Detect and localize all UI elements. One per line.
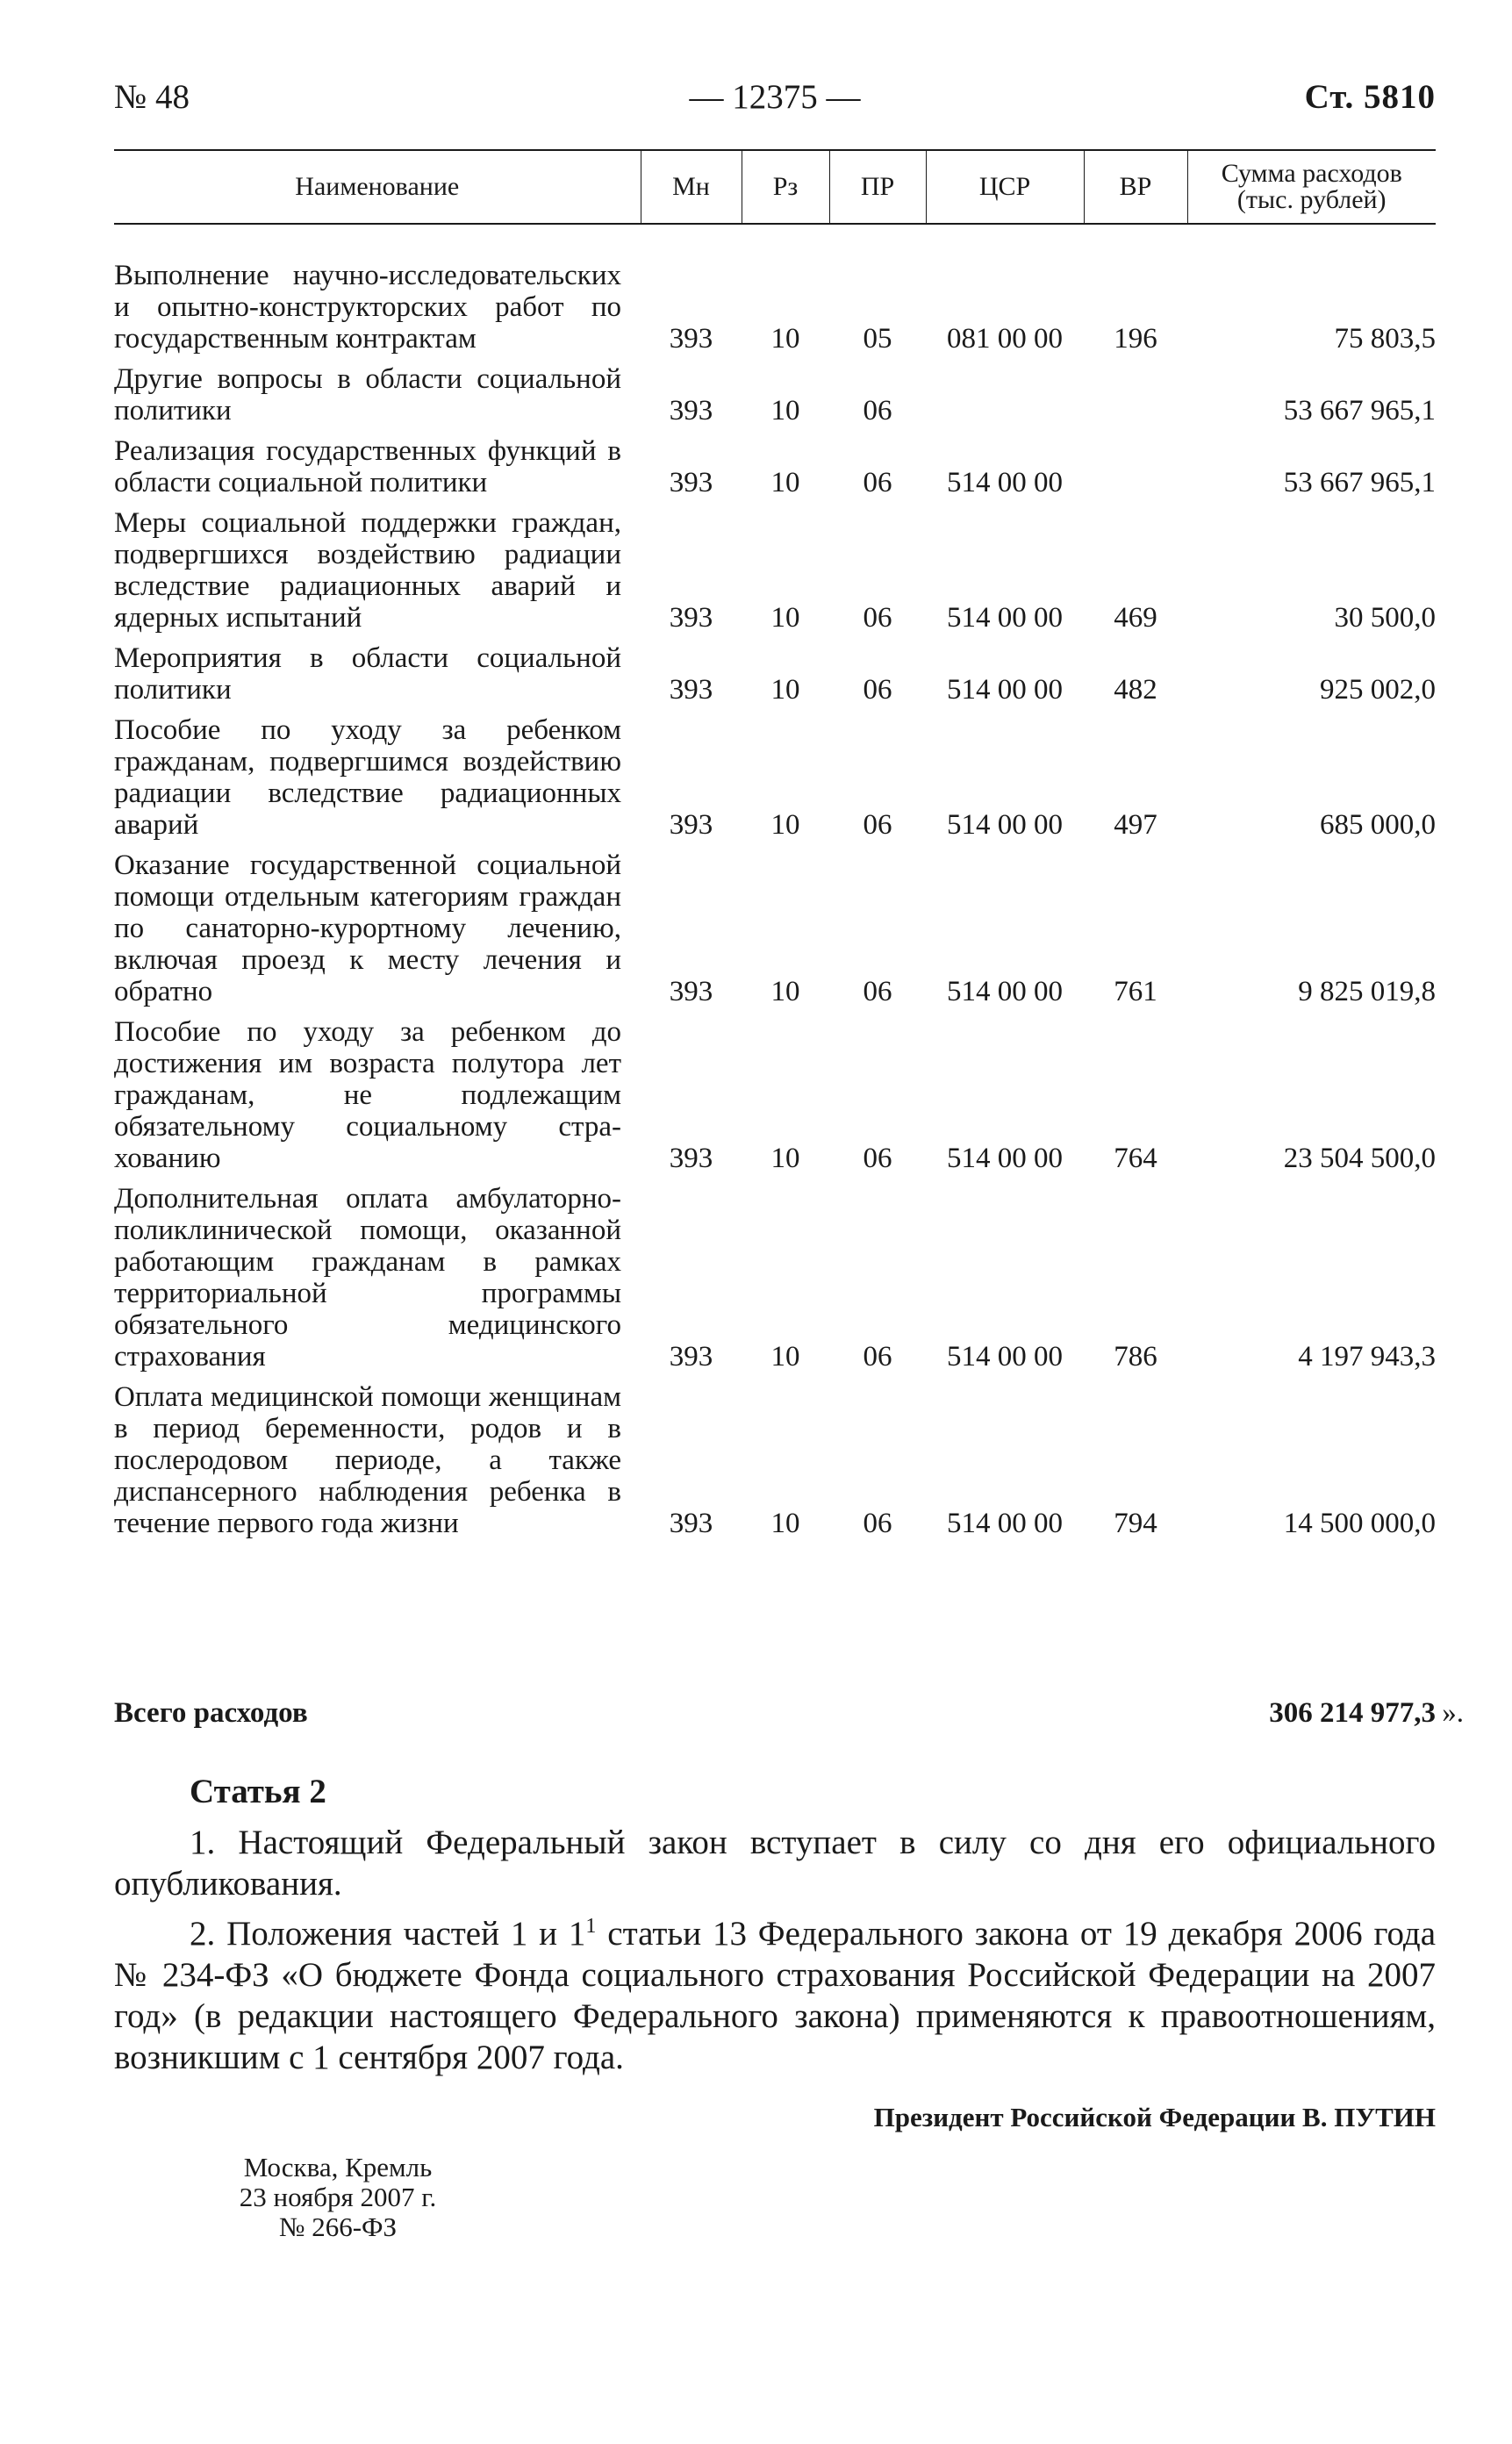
document-page bbox=[114, 0, 1464, 2444]
row-vr: 482 bbox=[1114, 674, 1157, 706]
row-sum: 23 504 500,0 bbox=[1283, 1143, 1436, 1174]
row-pr: 06 bbox=[863, 976, 892, 1007]
row-pr: 06 bbox=[863, 674, 892, 706]
article-2-title: Статья 2 bbox=[190, 1773, 326, 1810]
paragraph-2-rest: статьи 13 Федерального закона от 19 декабря 2006 года № 234-ФЗ «О бюджете Фонда социального страхования Российской Федерации на 2007 год» (в редакции настоящего Федерального закона) применяются к правоотношениям, возникшим с 1 сентября 2007 года. bbox=[114, 1915, 1436, 2076]
table-header-row bbox=[114, 150, 1436, 224]
row-csr: 514 00 00 bbox=[947, 467, 1063, 498]
row-rz: 10 bbox=[770, 674, 800, 706]
row-csr: 514 00 00 bbox=[947, 1508, 1063, 1539]
row-vr: 497 bbox=[1114, 809, 1157, 841]
total-row bbox=[114, 1694, 1483, 1732]
row-name: Пособие по уходу за ребенком гражданам, подвергшимся воздействию радиации вследствие радиационных аварий bbox=[114, 714, 621, 841]
table-row bbox=[114, 1007, 1436, 1174]
row-sum: 30 500,0 bbox=[1334, 602, 1436, 634]
row-vr: 469 bbox=[1114, 602, 1157, 634]
signing-place: Москва, Кремль bbox=[243, 2152, 433, 2182]
row-pr: 06 bbox=[863, 809, 892, 841]
column-header-rz: Рз bbox=[742, 150, 829, 224]
article-2-paragraph-2 bbox=[114, 1913, 1436, 2078]
row-csr: 514 00 00 bbox=[947, 1143, 1063, 1174]
column-header-pr: ПР bbox=[829, 150, 926, 224]
row-csr: 081 00 00 bbox=[947, 323, 1063, 355]
row-vr: 794 bbox=[1114, 1508, 1157, 1539]
table-row bbox=[114, 706, 1436, 841]
row-name: Выполнение научно-исследовательских и опытно-конструкторских работ по государственным контрактам bbox=[114, 260, 621, 355]
row-pr: 06 bbox=[863, 395, 892, 426]
signing-date: 23 ноября 2007 г. bbox=[239, 2182, 437, 2212]
row-sum: 685 000,0 bbox=[1320, 809, 1436, 841]
row-rz: 10 bbox=[770, 602, 800, 634]
row-mn: 393 bbox=[669, 674, 713, 706]
table-row bbox=[114, 1174, 1436, 1373]
row-rz: 10 bbox=[770, 1143, 800, 1174]
row-pr: 06 bbox=[863, 602, 892, 634]
row-pr: 06 bbox=[863, 467, 892, 498]
row-name: Пособие по уходу за ребенком до достижения им возраста полутора лет гражданам, не подлежащим обязательному социальному страхованию bbox=[114, 1016, 621, 1174]
row-mn: 393 bbox=[669, 1143, 713, 1174]
row-sum: 53 667 965,1 bbox=[1283, 395, 1436, 426]
table-row bbox=[114, 841, 1436, 1007]
row-csr: 514 00 00 bbox=[947, 1341, 1063, 1373]
row-sum: 14 500 000,0 bbox=[1283, 1508, 1436, 1539]
row-sum: 9 825 019,8 bbox=[1298, 976, 1436, 1007]
row-sum: 53 667 965,1 bbox=[1283, 467, 1436, 498]
row-vr bbox=[1084, 355, 1187, 426]
total-label: Всего расходов bbox=[114, 1697, 308, 1729]
table-row bbox=[114, 224, 1436, 355]
row-vr: 786 bbox=[1114, 1341, 1157, 1373]
row-mn: 393 bbox=[669, 602, 713, 634]
row-name: Меры социальной поддержки граждан, подвергшихся воздействию радиации вследствие радиационных аварий и ядерных испытаний bbox=[114, 507, 621, 634]
column-header-name: Наименование bbox=[114, 150, 641, 224]
place-and-date bbox=[211, 2153, 465, 2242]
row-sum: 75 803,5 bbox=[1334, 323, 1436, 355]
row-csr: 514 00 00 bbox=[947, 809, 1063, 841]
paragraph-2-start: 2. Положения частей 1 и 1 bbox=[190, 1915, 586, 1953]
article-2-paragraph-1: 1. Настоящий Федеральный закон вступает в силу со дня его официального опубликования. bbox=[114, 1824, 1436, 1903]
table-row bbox=[114, 1373, 1436, 1539]
row-pr: 06 bbox=[863, 1143, 892, 1174]
row-rz: 10 bbox=[770, 323, 800, 355]
row-rz: 10 bbox=[770, 395, 800, 426]
president-signature: Президент Российской Федерации В. ПУТИН bbox=[873, 2102, 1436, 2132]
row-pr: 06 bbox=[863, 1508, 892, 1539]
row-name: Оплата медицинской помощи женщинам в период беременности, родов и в послеродовом периоде, а также диспансерного наблюдения ребенка в течение первого года жизни bbox=[114, 1381, 621, 1539]
row-name: Оказание государственной социальной помощи отдельным категориям граждан по санаторно-курортному лечению, включая проезд к месту лечения и обратно bbox=[114, 849, 621, 1007]
row-vr: 761 bbox=[1114, 976, 1157, 1007]
row-rz: 10 bbox=[770, 809, 800, 841]
row-pr: 05 bbox=[863, 323, 892, 355]
table-row bbox=[114, 498, 1436, 634]
law-number: № 266-ФЗ bbox=[278, 2211, 398, 2242]
row-mn: 393 bbox=[669, 976, 713, 1007]
budget-table bbox=[114, 149, 1436, 1539]
row-vr: 196 bbox=[1114, 323, 1157, 355]
row-csr: 514 00 00 bbox=[947, 976, 1063, 1007]
column-header-vr: ВР bbox=[1084, 150, 1187, 224]
row-pr: 06 bbox=[863, 1341, 892, 1373]
row-mn: 393 bbox=[669, 395, 713, 426]
row-name: Реализация государственных функций в области социальной политики bbox=[114, 435, 621, 498]
table-row bbox=[114, 355, 1436, 426]
issue-number: № 48 bbox=[114, 78, 190, 116]
row-vr: 764 bbox=[1114, 1143, 1157, 1174]
column-header-sum: Сумма расходов (тыс. рублей) bbox=[1187, 150, 1436, 224]
total-value: 306 214 977,3 bbox=[1269, 1697, 1436, 1729]
row-rz: 10 bbox=[770, 467, 800, 498]
row-mn: 393 bbox=[669, 323, 713, 355]
table-row bbox=[114, 426, 1436, 498]
column-header-mn: Мн bbox=[641, 150, 742, 224]
row-csr: 514 00 00 bbox=[947, 674, 1063, 706]
row-csr: 514 00 00 bbox=[947, 602, 1063, 634]
row-rz: 10 bbox=[770, 1508, 800, 1539]
row-mn: 393 bbox=[669, 1341, 713, 1373]
article-reference: Ст. 5810 bbox=[1304, 78, 1436, 116]
row-vr bbox=[1084, 426, 1187, 498]
row-mn: 393 bbox=[669, 1508, 713, 1539]
paragraph-2-superscript: 1 bbox=[585, 1915, 597, 1938]
row-name: Дополнительная оплата амбулаторно-поликлинической помощи, оказанной работающим гражданам в рамках территориальной программы обязательного медицинского страхования bbox=[114, 1183, 621, 1373]
row-mn: 393 bbox=[669, 809, 713, 841]
row-name: Другие вопросы в области социальной политики bbox=[114, 363, 621, 426]
row-sum: 925 002,0 bbox=[1320, 674, 1436, 706]
table-row bbox=[114, 634, 1436, 706]
row-csr bbox=[926, 355, 1084, 426]
running-header bbox=[114, 75, 1436, 119]
row-rz: 10 bbox=[770, 976, 800, 1007]
page-number: — 12375 — bbox=[689, 78, 861, 116]
row-sum: 4 197 943,3 bbox=[1298, 1341, 1436, 1373]
total-closing-quote: ». bbox=[1442, 1697, 1464, 1729]
row-rz: 10 bbox=[770, 1341, 800, 1373]
row-name: Мероприятия в области социальной политики bbox=[114, 642, 621, 706]
row-mn: 393 bbox=[669, 467, 713, 498]
column-header-csr: ЦСР bbox=[926, 150, 1084, 224]
